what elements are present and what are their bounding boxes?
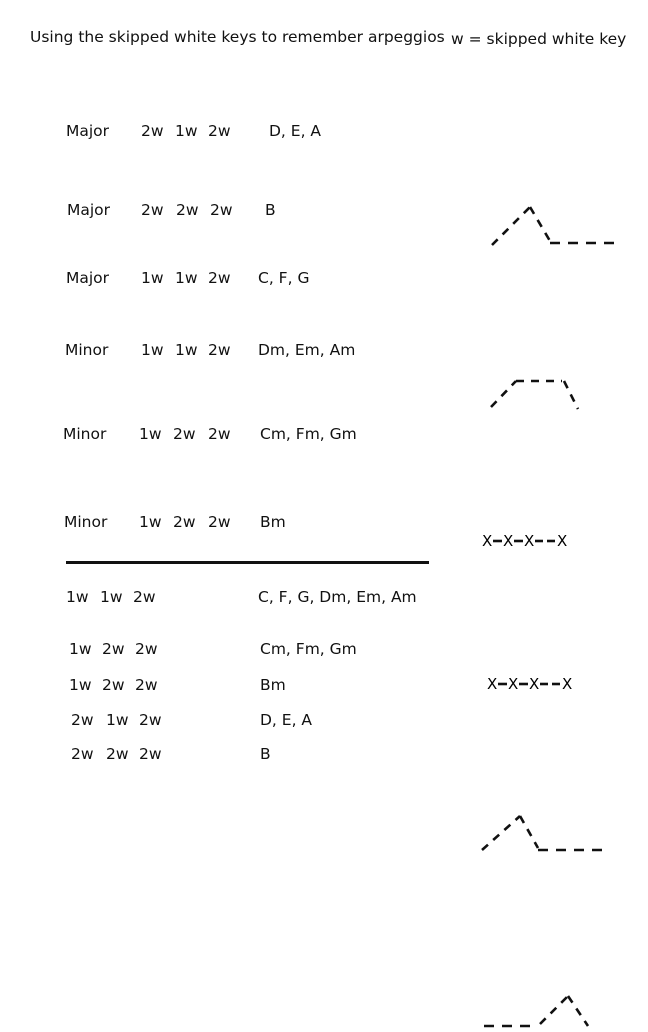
interval-3: 2w bbox=[208, 513, 231, 531]
interval-2: 2w bbox=[173, 425, 196, 443]
key-list: Cm, Fm, Gm bbox=[260, 425, 357, 443]
divider-line bbox=[66, 561, 429, 564]
summary-row bbox=[0, 673, 648, 699]
svg-text:X: X bbox=[529, 675, 540, 693]
interval-3: 2w bbox=[139, 711, 162, 729]
interval-1: 1w bbox=[141, 269, 164, 287]
interval-3: 2w bbox=[208, 122, 231, 140]
svg-text:X: X bbox=[487, 675, 498, 693]
interval-3: 2w bbox=[135, 676, 158, 694]
key-list: Cm, Fm, Gm bbox=[260, 640, 357, 658]
interval-2: 2w bbox=[173, 513, 196, 531]
interval-3: 2w bbox=[208, 269, 231, 287]
interval-1: 2w bbox=[141, 201, 164, 219]
summary-row bbox=[0, 708, 648, 734]
key-list: C, F, G, Dm, Em, Am bbox=[258, 588, 417, 606]
interval-2: 1w bbox=[175, 269, 198, 287]
interval-1: 2w bbox=[141, 122, 164, 140]
interval-1: 1w bbox=[69, 640, 92, 658]
quality-label: Minor bbox=[63, 425, 107, 443]
summary-row bbox=[0, 585, 648, 611]
contour-diagram bbox=[478, 812, 608, 858]
interval-1: 1w bbox=[69, 676, 92, 694]
interval-2: 2w bbox=[102, 640, 125, 658]
svg-text:X: X bbox=[562, 675, 573, 693]
interval-2: 1w bbox=[175, 341, 198, 359]
interval-2: 1w bbox=[175, 122, 198, 140]
legend-note: w = skipped white key bbox=[451, 30, 627, 48]
svg-text:X: X bbox=[524, 532, 535, 550]
quality-label: Minor bbox=[64, 513, 108, 531]
interval-2: 1w bbox=[100, 588, 123, 606]
svg-text:X: X bbox=[508, 675, 519, 693]
key-list: B bbox=[265, 201, 276, 219]
interval-3: 2w bbox=[139, 745, 162, 763]
interval-3: 2w bbox=[135, 640, 158, 658]
interval-2: 1w bbox=[106, 711, 129, 729]
interval-1: 1w bbox=[139, 425, 162, 443]
interval-2: 2w bbox=[106, 745, 129, 763]
key-list: Bm bbox=[260, 676, 286, 694]
quality-label: Major bbox=[67, 201, 111, 219]
interval-2: 2w bbox=[102, 676, 125, 694]
interval-1: 2w bbox=[71, 745, 94, 763]
interval-3: 2w bbox=[208, 341, 231, 359]
quality-label: Major bbox=[66, 269, 110, 287]
key-list: C, F, G bbox=[258, 269, 310, 287]
key-list: D, E, A bbox=[269, 122, 322, 140]
svg-text:X: X bbox=[557, 532, 568, 550]
arpeggio-row bbox=[0, 117, 648, 147]
interval-1: 2w bbox=[71, 711, 94, 729]
svg-text:X: X bbox=[482, 532, 493, 550]
arpeggio-row bbox=[0, 196, 648, 226]
interval-3: 2w bbox=[210, 201, 233, 219]
interval-3: 2w bbox=[133, 588, 156, 606]
contour-diagram bbox=[488, 377, 588, 413]
interval-2: 2w bbox=[176, 201, 199, 219]
interval-3: 2w bbox=[208, 425, 231, 443]
key-list: Bm bbox=[260, 513, 286, 531]
interval-1: 1w bbox=[139, 513, 162, 531]
contour-diagram bbox=[484, 992, 594, 1032]
arpeggio-row bbox=[0, 420, 648, 450]
page-title: Using the skipped white keys to remember arpeggios bbox=[30, 28, 445, 46]
interval-1: 1w bbox=[141, 341, 164, 359]
key-list: D, E, A bbox=[260, 711, 313, 729]
quality-label: Major bbox=[66, 122, 110, 140]
interval-1: 1w bbox=[66, 588, 89, 606]
arpeggio-row bbox=[0, 508, 648, 538]
key-list: B bbox=[260, 745, 271, 763]
quality-label: Minor bbox=[65, 341, 109, 359]
svg-text:X: X bbox=[503, 532, 514, 550]
summary-row bbox=[0, 742, 648, 768]
summary-row bbox=[0, 637, 648, 663]
key-list: Dm, Em, Am bbox=[258, 341, 356, 359]
